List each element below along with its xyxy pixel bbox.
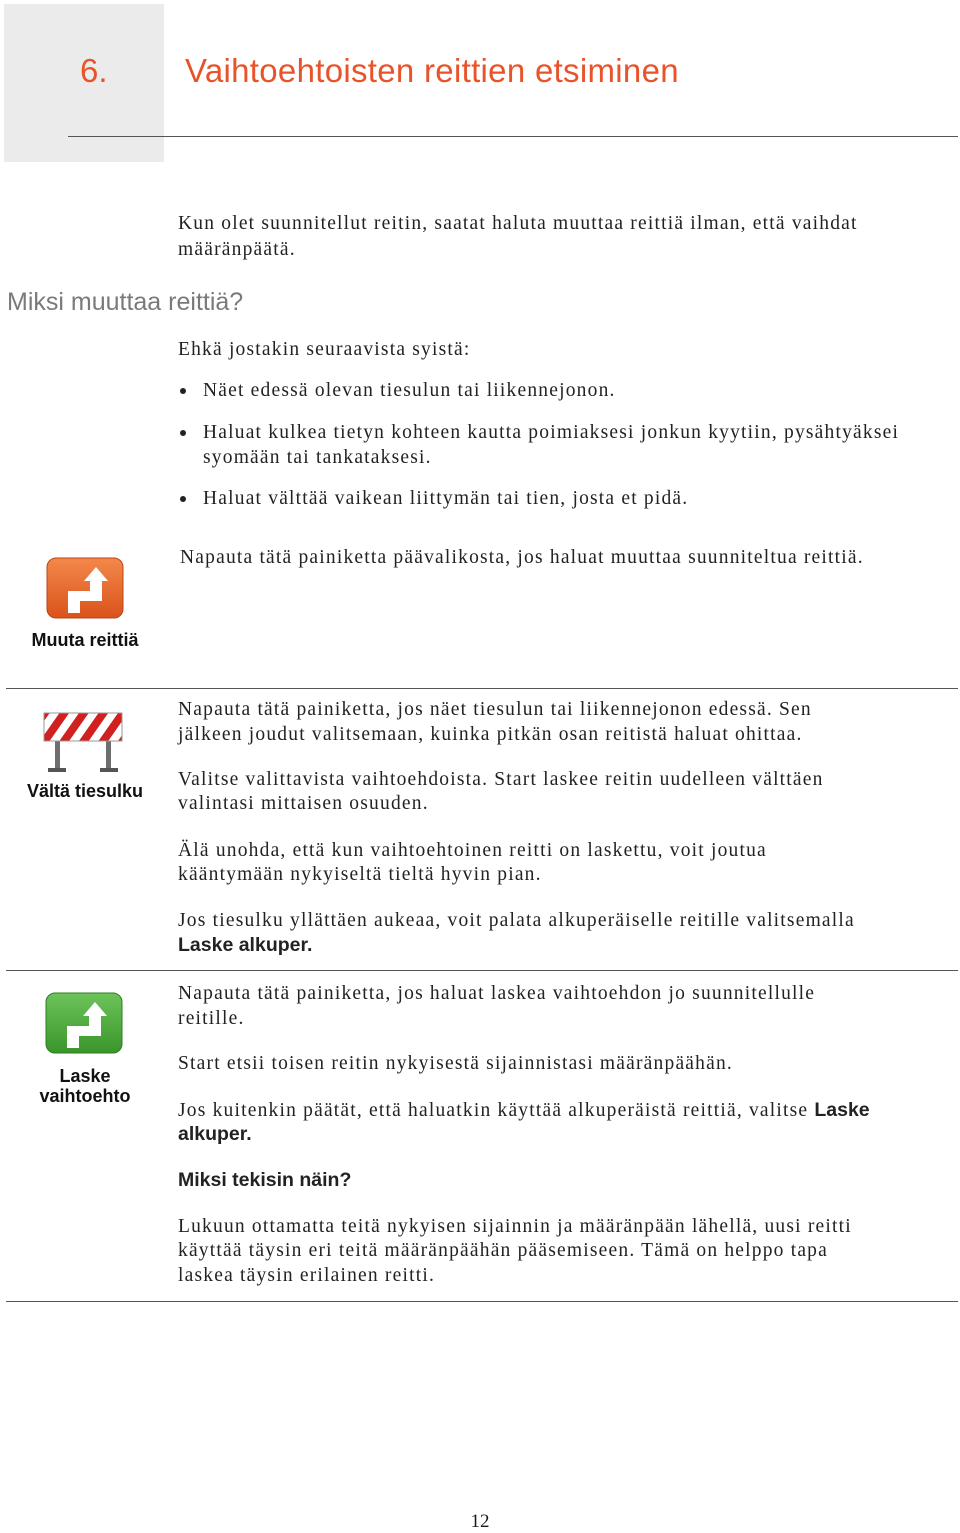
change-route-button[interactable] [46, 557, 124, 619]
header-rule [68, 136, 958, 137]
change-route-label: Muuta reittiä [31, 630, 139, 650]
bullet-dot [180, 388, 186, 394]
avoid-roadblock-p1-line-1: Napauta tätä painiketta, jos näet tiesulun tai liikennejonon edessä. Sen [178, 699, 812, 720]
section-rule [6, 1301, 958, 1302]
bullet-1: Näet edessä olevan tiesulun tai liikennejonon. [203, 380, 616, 401]
calculate-alternative-label-line-1: Laske [59, 1066, 111, 1086]
intro-line-1: Kun olet suunnitellut reitin, saatat haluta muuttaa reittiä ilman, että vaihdat [178, 213, 858, 234]
section-rule [6, 970, 958, 971]
change-route-description: Napauta tätä painiketta päävalikosta, jos haluat muuttaa suunniteltua reittiä. [180, 547, 864, 568]
avoid-roadblock-p4-line-1: Jos tiesulku yllättäen aukeaa, voit palata alkuperäiselle reitille valitsemalla [178, 910, 855, 931]
bullet-2-line-2: syomään tai tankataksesi. [203, 447, 432, 468]
bullet-2-line-1: Haluat kulkea tietyn kohteen kautta poimiaksesi jonkun kyytiin, pysähtyäksei [203, 422, 900, 443]
bullet-dot [180, 430, 186, 436]
avoid-roadblock-label: Vältä tiesulku [26, 781, 144, 801]
recalc-original-option: Laske alkuper. [178, 934, 313, 956]
avoid-roadblock-p1-line-2: jälkeen joudut valitsemaan, kuinka pitkän osan reitistä haluat ohittaa. [178, 724, 803, 745]
calc-alt-p3-text: Jos kuitenkin päätät, että haluatkin käyttää alkuperäistä reittiä, valitse [178, 1100, 809, 1121]
avoid-roadblock-p2-line-1: Valitse valittavista vaihtoehdoista. Start laskee reitin uudelleen välttäen [178, 769, 824, 790]
chapter-title: Vaihtoehtoisten reittien etsiminen [185, 52, 679, 89]
calculate-alternative-button[interactable] [45, 992, 123, 1054]
calc-alt-p2: Start etsii toisen reitin nykyisestä sijainnistasi määränpäähän. [178, 1053, 733, 1074]
avoid-roadblock-p3-line-2: kääntymään nykyiseltä tieltä hyvin pian. [178, 864, 542, 885]
faq-answer-line-3: laskea täysin erilainen reitti. [178, 1265, 436, 1286]
chapter-number: 6. [80, 52, 108, 89]
roadblock-barrier-icon [42, 710, 124, 774]
section-rule [6, 688, 958, 689]
intro-line-2: määränpäätä. [178, 239, 296, 260]
recalc-original-option-cont: alkuper. [178, 1123, 252, 1145]
green-route-arrow-icon [45, 992, 123, 1054]
page-number: 12 [470, 1511, 490, 1532]
calc-alt-p1-line-1: Napauta tätä painiketta, jos haluat laskea vaihtoehdon jo suunnitellulle [178, 983, 816, 1004]
avoid-roadblock-p3-line-1: Älä unohda, että kun vaihtoehtoinen reitti on laskettu, voit joutua [178, 840, 767, 861]
calculate-alternative-label-line-2: vaihtoehto [39, 1086, 131, 1106]
faq-question: Miksi tekisin näin? [178, 1169, 352, 1191]
faq-answer-line-2: käyttää täysin eri teitä määränpäähän pääsemiseen. Tämä on helppo tapa [178, 1240, 828, 1261]
calc-alt-p1-line-2: reitille. [178, 1008, 245, 1029]
bullet-3: Haluat välttää vaikean liittymän tai tien, josta et pidä. [203, 488, 689, 509]
section-heading: Miksi muuttaa reittiä? [7, 288, 244, 316]
avoid-roadblock-p2-line-2: valintasi mittaisen osuuden. [178, 793, 429, 814]
bullet-dot [180, 496, 186, 502]
faq-answer-line-1: Lukuun ottamatta teitä nykyisen sijainnin ja määränpään lähellä, uusi reitti [178, 1216, 852, 1237]
calc-alt-p3-line-1 [178, 1098, 870, 1123]
recalc-original-option: Laske [814, 1099, 870, 1121]
avoid-roadblock-button[interactable] [42, 710, 124, 774]
orange-route-arrow-icon [46, 557, 124, 619]
why-lead: Ehkä jostakin seuraavista syistä: [178, 339, 471, 360]
